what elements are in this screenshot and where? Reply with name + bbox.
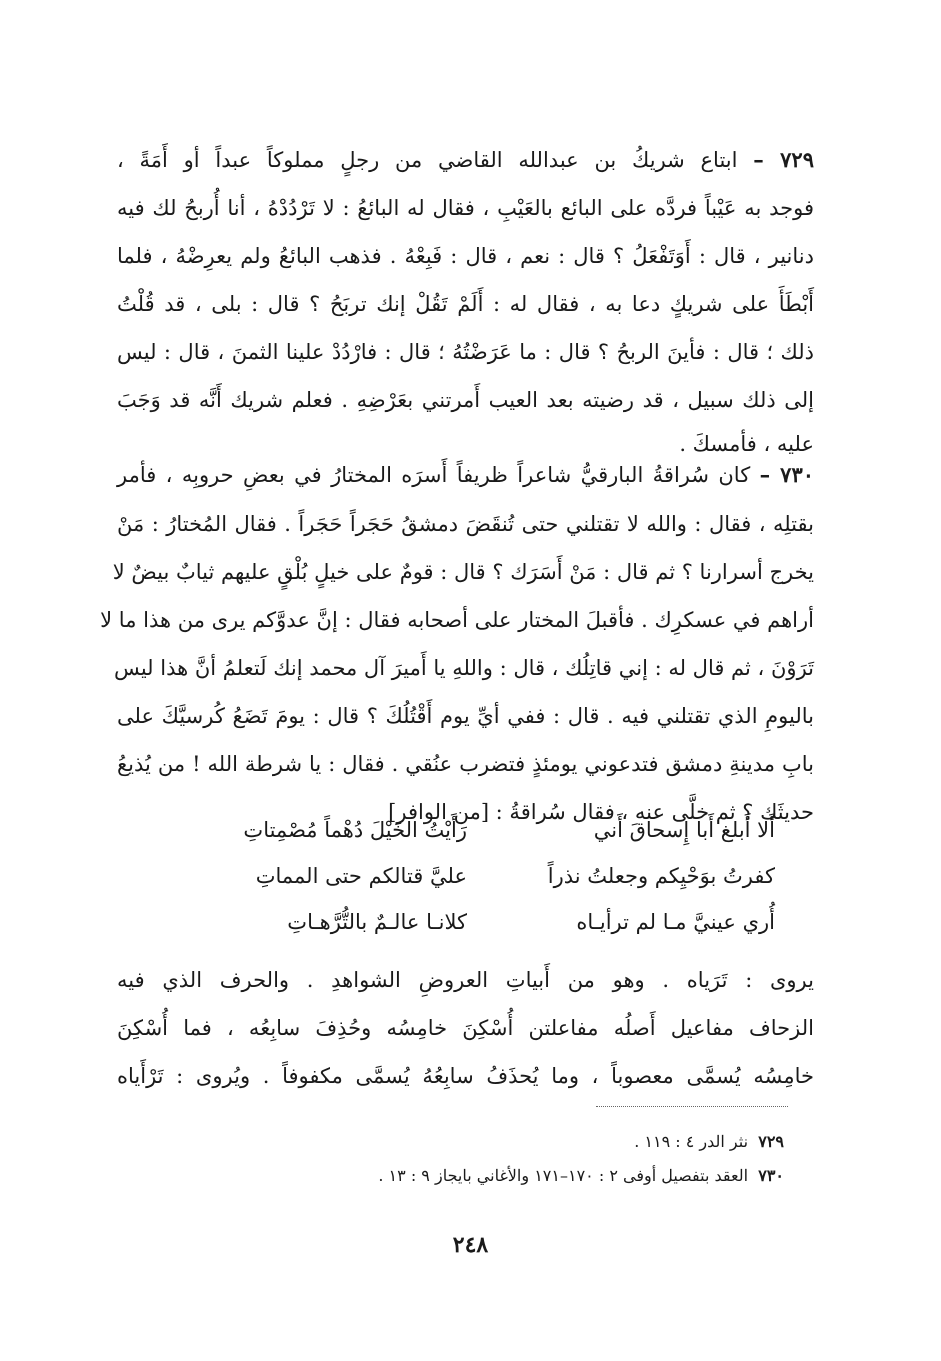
entry-730-line-3: يخرج أسرارنا ؟ ثم قال : مَنْ أَسَرَك ؟ قال : قومٌ على خيلٍ بُلْقٍ عليهم ثيابٌ بيضٌ لا [112, 560, 814, 584]
entry-729-line-1: ٧٢٩ – ابتاع شريكُ بن عبدالله القاضي من رجلٍ مملوكاً عبداً أو أَمَةً ، [117, 147, 814, 172]
commentary-line-1: يروى : تَرَياه . وهو من أَبياتِ العروضِ الشواهدِ . والحرف الذي فيه [117, 968, 814, 992]
footnote-730 [378, 1163, 784, 1189]
footnote-729-number: ٧٢٩ [758, 1132, 784, 1151]
entry-729-line-6: إلى ذلك سبيل ، قد رضيته بعد العيب أَمرتني بعَرْضِهِ . فعلم شريك أَنَّه قد وَجَبَ [117, 388, 814, 412]
verse-3-second-hemistich: كلانـا عالـمٌ بالتُّرَّهـاتِ [287, 910, 467, 934]
footnote-separator [596, 1106, 788, 1107]
entry-729-line-7: عليه ، فأمسكَ . [679, 432, 814, 456]
entry-730-line-6: باليومِ الذي تقتلني فيه . قال : ففي أيِّ يوم أَقْتُلُكَ ؟ قال : يومَ تَضَعُ كُرسيَّكَ على [117, 704, 814, 728]
footnote-730-number: ٧٣٠ [758, 1166, 784, 1185]
entry-730-line-5: تَرَوْنَ ، ثم قال له : إني قاتِلُك ، قال : واللهِ يا أَميرَ آل محمد إنك لَتعلمُ أنَّ هذا ليس [114, 656, 814, 680]
commentary-line-2: الزحاف مفاعيل أَصلُه مفاعلتن أُسْكِنَ خامِسُه وحُذِفَ سابِعُه ، فما أُسْكِنَ [117, 1016, 814, 1040]
entry-729-line-3: دنانير ، قال : أَوَتَفْعَلُ ؟ قال : نعم ، قال : فَبِعْهُ . فذهب البائعُ ولم يعرِضْهُ ، فلما [117, 244, 814, 268]
entry-730-line-1: ٧٣٠ – كان سُراقةُ البارقيُّ شاعراً ظريفاً أَسرَه المختارُ في بعضِ حروبِه ، فأمر [117, 462, 815, 487]
entry-730-line-2: بقتلِه ، فقال : والله لا تقتلني حتى تُنقَضَ دمشقُ حَجَراً حَجَراً . فقال المُختارُ : مَنْ [117, 512, 814, 536]
verse-2-first-hemistich: كفرتُ بوَحْيِكم وجعلتُ نذراً [547, 864, 775, 888]
page-number: ٢٤٨ [452, 1232, 489, 1258]
entry-729-number: ٧٢٩ – [753, 147, 814, 172]
verse-2-second-hemistich: عليَّ قتالكم حتى المماتِ [255, 864, 467, 888]
verse-1-second-hemistich: رَأَيْتُ الخَيْلَ دُهْماً مُصْمِتاتِ [243, 818, 467, 842]
footnote-729-text: نثر الدر ٤ : ١١٩ . [634, 1132, 749, 1151]
verse-1-first-hemistich: أَلا أَبلغ أَبا إِسحاقَ أَني [593, 818, 775, 842]
entry-729-line-4: أَبْطَأَ على شريكٍ دعا به ، فقال له : أَلَمْ تَقُلْ إنك تربَحُ ؟ قال : بلى ، قد قُلْتُ [117, 292, 814, 316]
verse-3-first-hemistich: أُري عينيَّ مـا لم ترأيـاه [576, 910, 775, 934]
footnote-729 [634, 1129, 784, 1155]
commentary-line-3: خامِسُه يُسمَّى معصوباً ، وما يُحذَفُ سابِعُهُ يُسمَّى مكفوفاً . ويُروى : تَرْأَياه [117, 1064, 814, 1088]
entry-730-number: ٧٣٠ – [759, 462, 815, 487]
entry-729-line-2: فوجد به عَيْباً فردَّه على البائع بالعَيْبِ ، فقال له البائعُ : لا تَرْدُدْهُ ، أنا أُربحُ لك فيه [117, 196, 814, 220]
footnote-730-text: العقد بتفصيل أوفى ٢ : ١٧٠–١٧١ والأغاني بايجاز ٩ : ١٣ . [378, 1166, 749, 1185]
entry-730-line-4: أراهم في عسكرِك . فأقبلَ المختار على أصحابه فقال : إنَّ عدوَّكم يرى من هذا ما لا [100, 608, 814, 632]
entry-729-line-5: ذلك ؛ قال : فأينَ الربحُ ؟ قال : ما عَرَضْتُهُ ؛ قال : فارْدُدْ علينا الثمنَ ، قال : ليس [117, 340, 814, 364]
entry-730-line-7: بابِ مدينةِ دمشق فتدعوني يومئذٍ فتضرب عنُقي . فقال : يا شرطة الله ! من يُذيعُ [117, 752, 814, 776]
entry-730-line-8: حديثَك ؟ ثم خلَّى عنه ، فقال سُراقةُ : [من الوافر] [388, 800, 814, 824]
